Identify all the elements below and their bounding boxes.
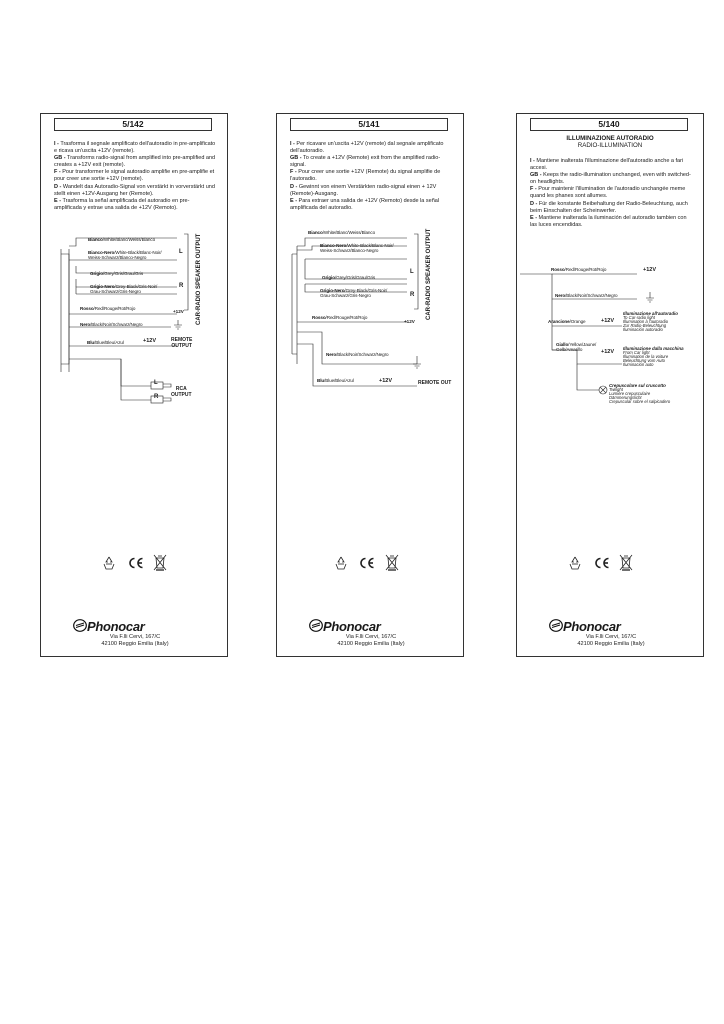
- left-channel-label: L: [410, 269, 414, 275]
- address-line-1: Via F.lli Cervi, 167/C: [585, 634, 637, 640]
- address-line-2: 42100 Reggio Emilia (Italy): [337, 641, 405, 647]
- wiring-diagram: [41, 114, 229, 658]
- crossed-bin-icon: [385, 554, 399, 571]
- wire-bianco-nero-label: Bianco-Nero/White-Black/Blanc-Noir/ Weiss-Schwarz/Blanco-Negro: [88, 250, 162, 261]
- brand-logo: Phonocar: [563, 619, 621, 634]
- wire-rosso-label: Rosso/Red/Rouge/Rot/Rojo: [551, 267, 607, 272]
- rca-left-label: L: [154, 380, 158, 386]
- right-channel-label: R: [410, 292, 415, 298]
- wire-nero-label: Nero/Black/Noir/Schwarz/Negro: [80, 322, 143, 327]
- product-code: 5/141: [290, 118, 448, 131]
- left-channel-label: L: [179, 249, 183, 255]
- address-line-1: Via F.lli Cervi, 167/C: [345, 634, 397, 640]
- plus12v-arancione-label: +12V: [601, 318, 614, 324]
- wire-blu-label: Blu/Blue/Bleu/Azul: [317, 378, 354, 383]
- address-line-1: Via F.lli Cervi, 167/C: [109, 634, 161, 640]
- certification-icons: [517, 553, 705, 573]
- wiring-diagram: [277, 114, 465, 658]
- ce-mark-icon: [127, 556, 145, 570]
- instruction-card-5-142: [40, 113, 228, 657]
- speaker-output-label: CAR-RADIO SPEAKER OUTPUT: [426, 228, 432, 320]
- product-code: 5/142: [54, 118, 212, 131]
- wire-blu-label: Blu/Blue/Bleu/Azul: [87, 340, 124, 345]
- remote-out-label: REMOTE OUT: [418, 380, 452, 386]
- rca-right-label: R: [154, 394, 159, 400]
- wire-bianco-nero-label: Bianco-Nero/White-Black/Blanc-Noir/ Weiss-Schwarz/Blanco-Negro: [320, 243, 394, 254]
- plus12v-remote-label: +12V: [143, 338, 156, 344]
- phonocar-logo-icon: [549, 619, 563, 632]
- address-line-2: 42100 Reggio Emilia (Italy): [577, 641, 645, 647]
- phonocar-logo-icon: [309, 619, 323, 632]
- plus12v-label: +12V: [404, 319, 415, 324]
- plus12v-giallo-label: +12V: [601, 349, 614, 355]
- remote-output-label: REMOTE OUTPUT: [171, 337, 193, 349]
- wire-arancione-label: Arancione/Orange: [548, 319, 586, 324]
- wire-grigio-nero-label: Grigio-Nero/Grey-Black/Gris-Noir/ Grau-Schwarz/Gris-Negro: [320, 288, 388, 299]
- wire-rosso-label: Rosso/Red/Rouge/Rot/Rojo: [312, 315, 368, 320]
- phonocar-logo-icon: [73, 619, 87, 632]
- card-title: ILLUMINAZIONE AUTORADIO: [566, 135, 654, 142]
- wire-nero-label: Nero/Black/Noir/Schwarz/Negro: [555, 293, 618, 298]
- plus12v-remote-label: +12V: [379, 378, 392, 384]
- speaker-output-label: CAR-RADIO SPEAKER OUTPUT: [196, 233, 202, 325]
- ce-mark-icon: [358, 556, 376, 570]
- wiring-diagram: Rosso/Red/Rouge/Rot/Rojo Nero/Black/Noir/Schwarz/Negro Arancione/Orange Giallo/Yellow/Jaune/ Gelb/Amarillo +12V +12V +12V Illuminazione all'autoradio To Car-radio light Illumination à l'autoradio Zur Radio-Beleuchtung Iluminación autoradio Illuminazione dalla macchina From Car light Illumination de la voiture Beleuchtung vom Auto Iluminación auto Crepuscolare sul cruscotto Twilight Lumière crepusculaire Dämmerungslicht Crepuscular sobre el salpicadero: [517, 114, 705, 658]
- plus12v-rosso-label: +12V: [643, 267, 656, 273]
- wire-grigio-nero-label: Grigio-Nero/Grey-Black/Gris-Noir/ Grau-Schwarz/Gris-Negro: [90, 284, 158, 295]
- instruction-card-5-141: [276, 113, 464, 657]
- description: I - Mantiene inalterata l'illuminazione dell'autoradio anche a fari accesi. GB - Keeps the radio-illumination unchanged, even with switched-on headlights. F - Pour maintenir l'illumination de l'autoradio unchangée meme quand les phanes sont allumes. D - Für die konstante Beibehaltung der Radio-Beleuchtung, auch beim Einschalten der Scheinwerfer. E - Mantiene inalterada la iluminación del autoradio tambien con las luces encendidas.: [530, 158, 691, 228]
- product-code: 5/140: [530, 118, 688, 131]
- recycle-icon: [101, 555, 117, 571]
- wire-bianco-label: Bianco/White/Blanc/Weiss/Blanco: [88, 237, 156, 242]
- brand-logo: Phonocar: [323, 619, 381, 634]
- ce-mark-icon: [593, 556, 611, 570]
- description: I - Per ricavare un'uscita +12V (remote) dal segnale amplificato dell'autoradio. GB - To create a +12V (Remote) exit from the amplified radio-signal. F - Pour creer une sortie +12V (Remote) du signal amplifie de l'autoradio. D - Gewinnt von einem Verstärkten radio-signal einen + 12V (Remote)-Ausgang. E - Para extraer una salida de +12V (Remoto) desde la señal amplificada del autoradio.: [290, 141, 444, 211]
- wire-grigio-label: Grigio/Grey/Gris/Grau/Gris: [322, 275, 376, 280]
- recycle-icon: [567, 555, 583, 571]
- certification-icons: [277, 553, 465, 573]
- certification-icons: [41, 553, 229, 573]
- address-line-2: 42100 Reggio Emilia (Italy): [101, 641, 169, 647]
- brand-logo: Phonocar: [87, 619, 145, 634]
- instruction-card-5-140: [516, 113, 704, 657]
- wire-nero-label: Nero/Black/Noir/Schwarz/Negro: [326, 352, 389, 357]
- wire-grigio-label: Grigio/Grey/Gris/Grau/Gris: [90, 271, 144, 276]
- wiring-lines: [277, 114, 465, 658]
- plus12v-label: +12V: [173, 309, 184, 314]
- wire-bianco-label: Bianco/White/Blanc/Weiss/Blanco: [308, 230, 376, 235]
- wire-giallo-label: Giallo/Yellow/Jaune/ Gelb/Amarillo: [556, 342, 597, 353]
- crossed-bin-icon: [619, 554, 633, 571]
- description: I - Trasforma il segnale amplificato dell'autoradio in pre-amplificato e ricava un'uscita +12V (remote). GB - Transforms radio-signal from amplified into pre-amplified and creates a +12V exit (remote). F - Pour transformer le signal autoradio amplifie en pre-amplifie et pour creer une sortie +12V (remote). D - Wandelt das Autoradio-Signal von verstärkt in vorverstärkt und stellt einen +12V-Ausgang her (Remote). E - Trasforma la señal amplificada del autoradio en pre-amplificada y extrae una salida de +12V (Remoto).: [54, 141, 216, 211]
- card-subtitle: RADIO-ILLUMINATION: [577, 142, 643, 149]
- crossed-bin-icon: [153, 554, 167, 571]
- right-channel-label: R: [179, 283, 184, 289]
- recycle-icon: [333, 555, 349, 571]
- wiring-lines: [41, 114, 229, 658]
- rca-output-label: RCA OUTPUT: [171, 386, 192, 398]
- wire-rosso-label: Rosso/Red/Rouge/Rot/Rojo: [80, 306, 136, 311]
